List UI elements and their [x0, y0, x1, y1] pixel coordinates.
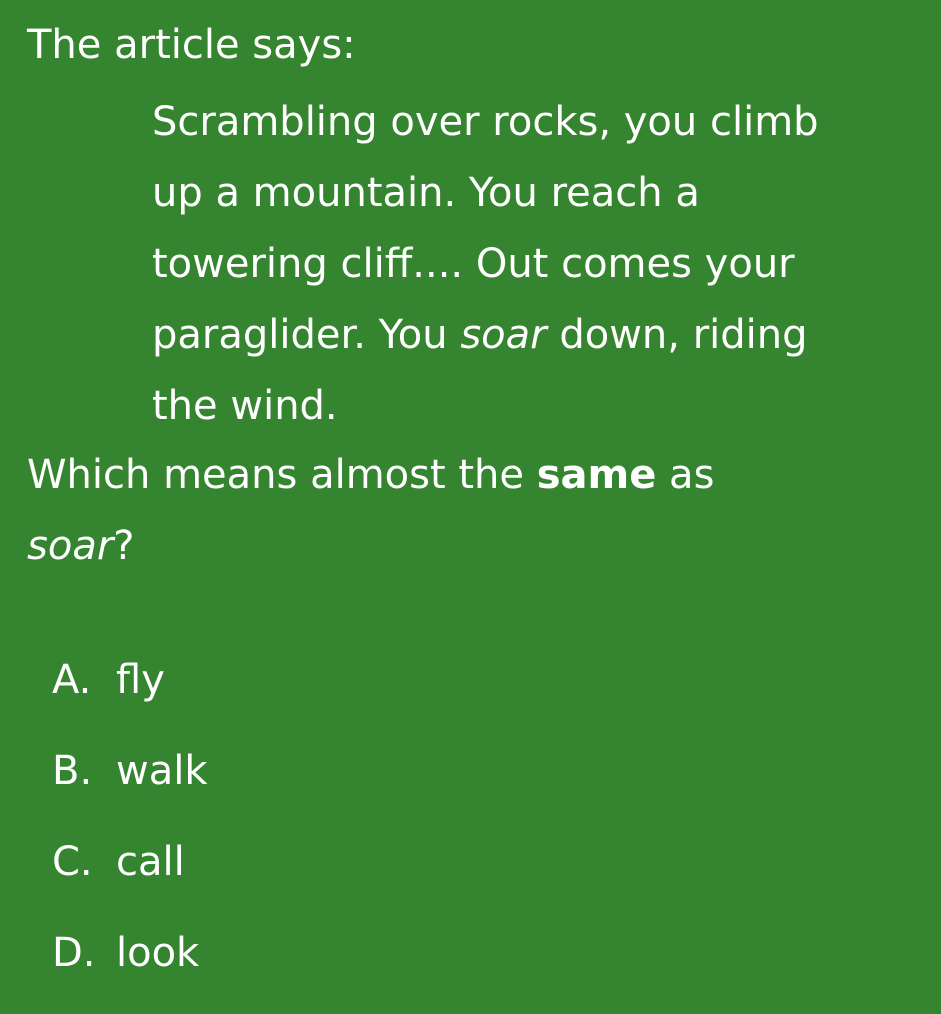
- passage-text: paraglider. You: [152, 312, 461, 358]
- passage-line: the wind.: [152, 383, 338, 429]
- question-mark: ?: [113, 523, 135, 569]
- question-text: as: [656, 452, 715, 498]
- answer-choice-b[interactable]: [52, 741, 208, 832]
- passage-line: up a mountain. You reach a: [152, 170, 700, 216]
- choice-letter: A.: [52, 657, 92, 703]
- passage-line: towering cliff.... Out comes your: [152, 241, 795, 287]
- choice-text: look: [116, 930, 200, 976]
- choice-text: call: [116, 839, 185, 885]
- choice-letter: B.: [52, 748, 93, 794]
- question-emphasis: same: [536, 452, 657, 498]
- choice-letter: D.: [52, 930, 96, 976]
- passage-line: [152, 300, 932, 371]
- article-passage: [152, 87, 932, 442]
- question-line: [27, 511, 927, 582]
- answer-choice-d[interactable]: [52, 923, 208, 1014]
- passage-text: down, riding: [546, 312, 808, 358]
- answer-choices: [52, 650, 208, 1014]
- answer-choice-a[interactable]: [52, 650, 208, 741]
- passage-line: Scrambling over rocks, you climb: [152, 99, 819, 145]
- question-target-word: soar: [27, 523, 114, 569]
- choice-letter: C.: [52, 839, 93, 885]
- intro-text: The article says:: [27, 22, 356, 68]
- question-text: Which means almost the: [27, 452, 537, 498]
- choice-text: fly: [116, 657, 165, 703]
- question-line: [27, 440, 927, 511]
- target-word: soar: [460, 312, 547, 358]
- question-prompt: [27, 440, 927, 582]
- answer-choice-c[interactable]: [52, 832, 208, 923]
- choice-text: walk: [116, 748, 208, 794]
